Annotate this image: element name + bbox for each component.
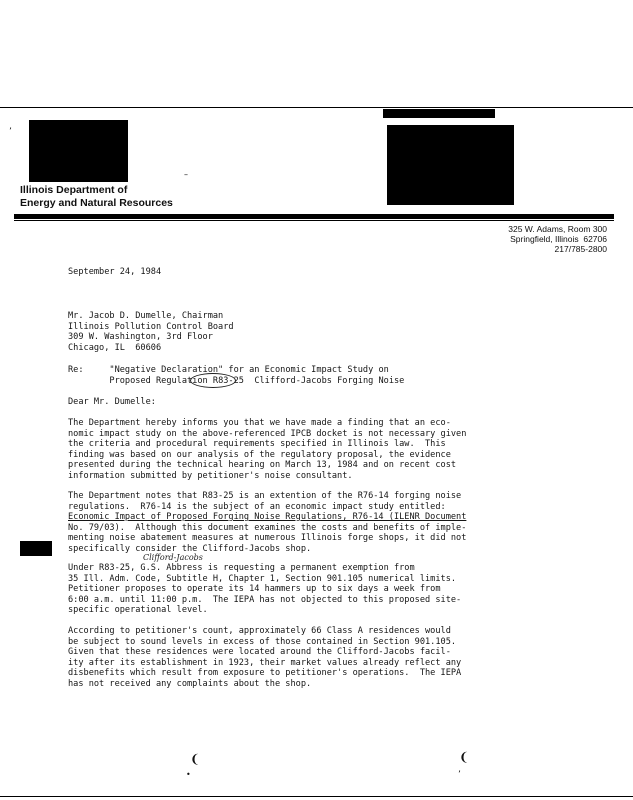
body-line: menting noise abatement measures at numerous Illinois forge shops, it did not <box>68 533 467 543</box>
scan-speck-icon: – <box>184 170 188 179</box>
subject-text-1: "Negative Declaration" for an Economic Impact Study on <box>109 365 389 375</box>
body-line: No. 79/03). Although this document examines the costs and benefits of imple- <box>68 522 467 533</box>
subject-line-1 <box>68 365 548 376</box>
body-line: Under R83-25, G.S. Abbress is requesting a permanent exemption from <box>68 563 415 573</box>
recipient-line: Illinois Pollution Control Board <box>68 321 234 332</box>
redacted-margin-mark <box>20 541 52 556</box>
agency-line-1: Illinois Department of <box>20 184 128 196</box>
docket-circle <box>190 373 236 388</box>
address-city: Springfield, Illinois 62706 <box>510 234 607 244</box>
body-line: 35 Ill. Adm. Code, Subtitle H, Chapter 1, Section 901.105 numerical limits. <box>68 573 457 584</box>
paragraph-2 <box>68 491 548 554</box>
recipient-block <box>68 311 548 353</box>
body-line: specifically consider the Clifford-Jacobs shop. <box>68 543 312 554</box>
scan-speck-icon: ’ <box>9 127 12 137</box>
body-line: information submitted by petitioner's noise consultant. <box>68 470 353 481</box>
body-line: regulations. R76-14 is the subject of an economic impact study entitled: <box>68 501 446 512</box>
letter-date <box>68 267 548 278</box>
scan-speck-icon: • <box>186 770 191 779</box>
scan-top-border <box>0 107 633 108</box>
letterhead-rule-thin <box>14 220 614 221</box>
scan-bottom-border <box>0 796 633 797</box>
body-line: Petitioner proposes to operate its 14 hammers up to six days a week from <box>68 584 441 594</box>
redacted-logo-block <box>29 120 128 182</box>
body-line: Given that these residences were located around the Clifford-Jacobs facil- <box>68 647 451 657</box>
subject-text-2a: Proposed Regulation <box>109 375 208 386</box>
date-text: September 24, 1984 <box>68 267 162 277</box>
handwritten-annotation: Clifford-Jacobs <box>143 553 203 562</box>
redacted-header-bar <box>383 109 495 118</box>
letterhead-rule <box>14 214 614 219</box>
salutation <box>68 397 548 408</box>
body-line: the criteria and procedural requirements specified in Illinois law. This <box>68 439 446 449</box>
body-line: presented during the technical hearing on March 13, 1984 and on recent cost <box>68 460 457 470</box>
body-line: be subject to sound levels in excess of those contained in Section 901.105. <box>68 636 457 647</box>
body-line: finding was based on our analysis of the regulatory proposal, the evidence <box>68 449 451 460</box>
redacted-seal-block <box>387 125 514 205</box>
recipient-line: Chicago, IL 60606 <box>68 342 162 353</box>
body-line: has not received any complaints about the shop. <box>68 678 312 689</box>
body-line: disbenefits which result from exposure to petitioner's operations. The IEPA <box>68 668 462 678</box>
subject-line-2 <box>68 376 548 387</box>
scan-speck-icon: ’ <box>458 770 461 780</box>
body-line: According to petitioner's count, approximately 66 Class A residences would <box>68 626 451 636</box>
scan-speck-icon: ❨ <box>459 750 470 764</box>
subject-prefix: Re: <box>68 365 84 375</box>
agency-address <box>508 224 607 254</box>
salutation-text: Dear Mr. Dumelle: <box>68 397 156 407</box>
body-line: specific operational level. <box>68 605 208 615</box>
paragraph-3 <box>68 563 548 616</box>
body-line: nomic impact study on the above-referenced IPCB docket is not necessary given <box>68 428 467 439</box>
paragraph-1 <box>68 418 548 481</box>
body-line: The Department hereby informs you that we have made a finding that an eco- <box>68 418 451 428</box>
report-title-line: Economic Impact of Proposed Forging Noise Regulations, R76-14 (ILENR Document <box>68 512 467 522</box>
address-street: 325 W. Adams, Room 300 <box>508 224 607 234</box>
address-phone: 217/785-2800 <box>554 244 607 254</box>
subject-text-2b: Clifford-Jacobs Forging Noise <box>254 375 405 386</box>
body-line: 6:00 a.m. until 11:00 p.m. The IEPA has not objected to this proposed site- <box>68 594 462 605</box>
subject-block <box>68 365 548 386</box>
agency-name <box>20 184 173 210</box>
docket-number: R83-25 <box>212 375 244 386</box>
scan-speck-icon: ❨ <box>190 752 201 766</box>
agency-line-2: Energy and Natural Resources <box>20 197 173 209</box>
recipient-line: 309 W. Washington, 3rd Floor <box>68 332 213 342</box>
body-line: The Department notes that R83-25 is an extention of the R76-14 forging noise <box>68 491 462 501</box>
paragraph-4 <box>68 626 548 689</box>
body-line: ity after its establishment in 1923, their market values already reflect any <box>68 657 462 668</box>
recipient-line: Mr. Jacob D. Dumelle, Chairman <box>68 311 224 321</box>
